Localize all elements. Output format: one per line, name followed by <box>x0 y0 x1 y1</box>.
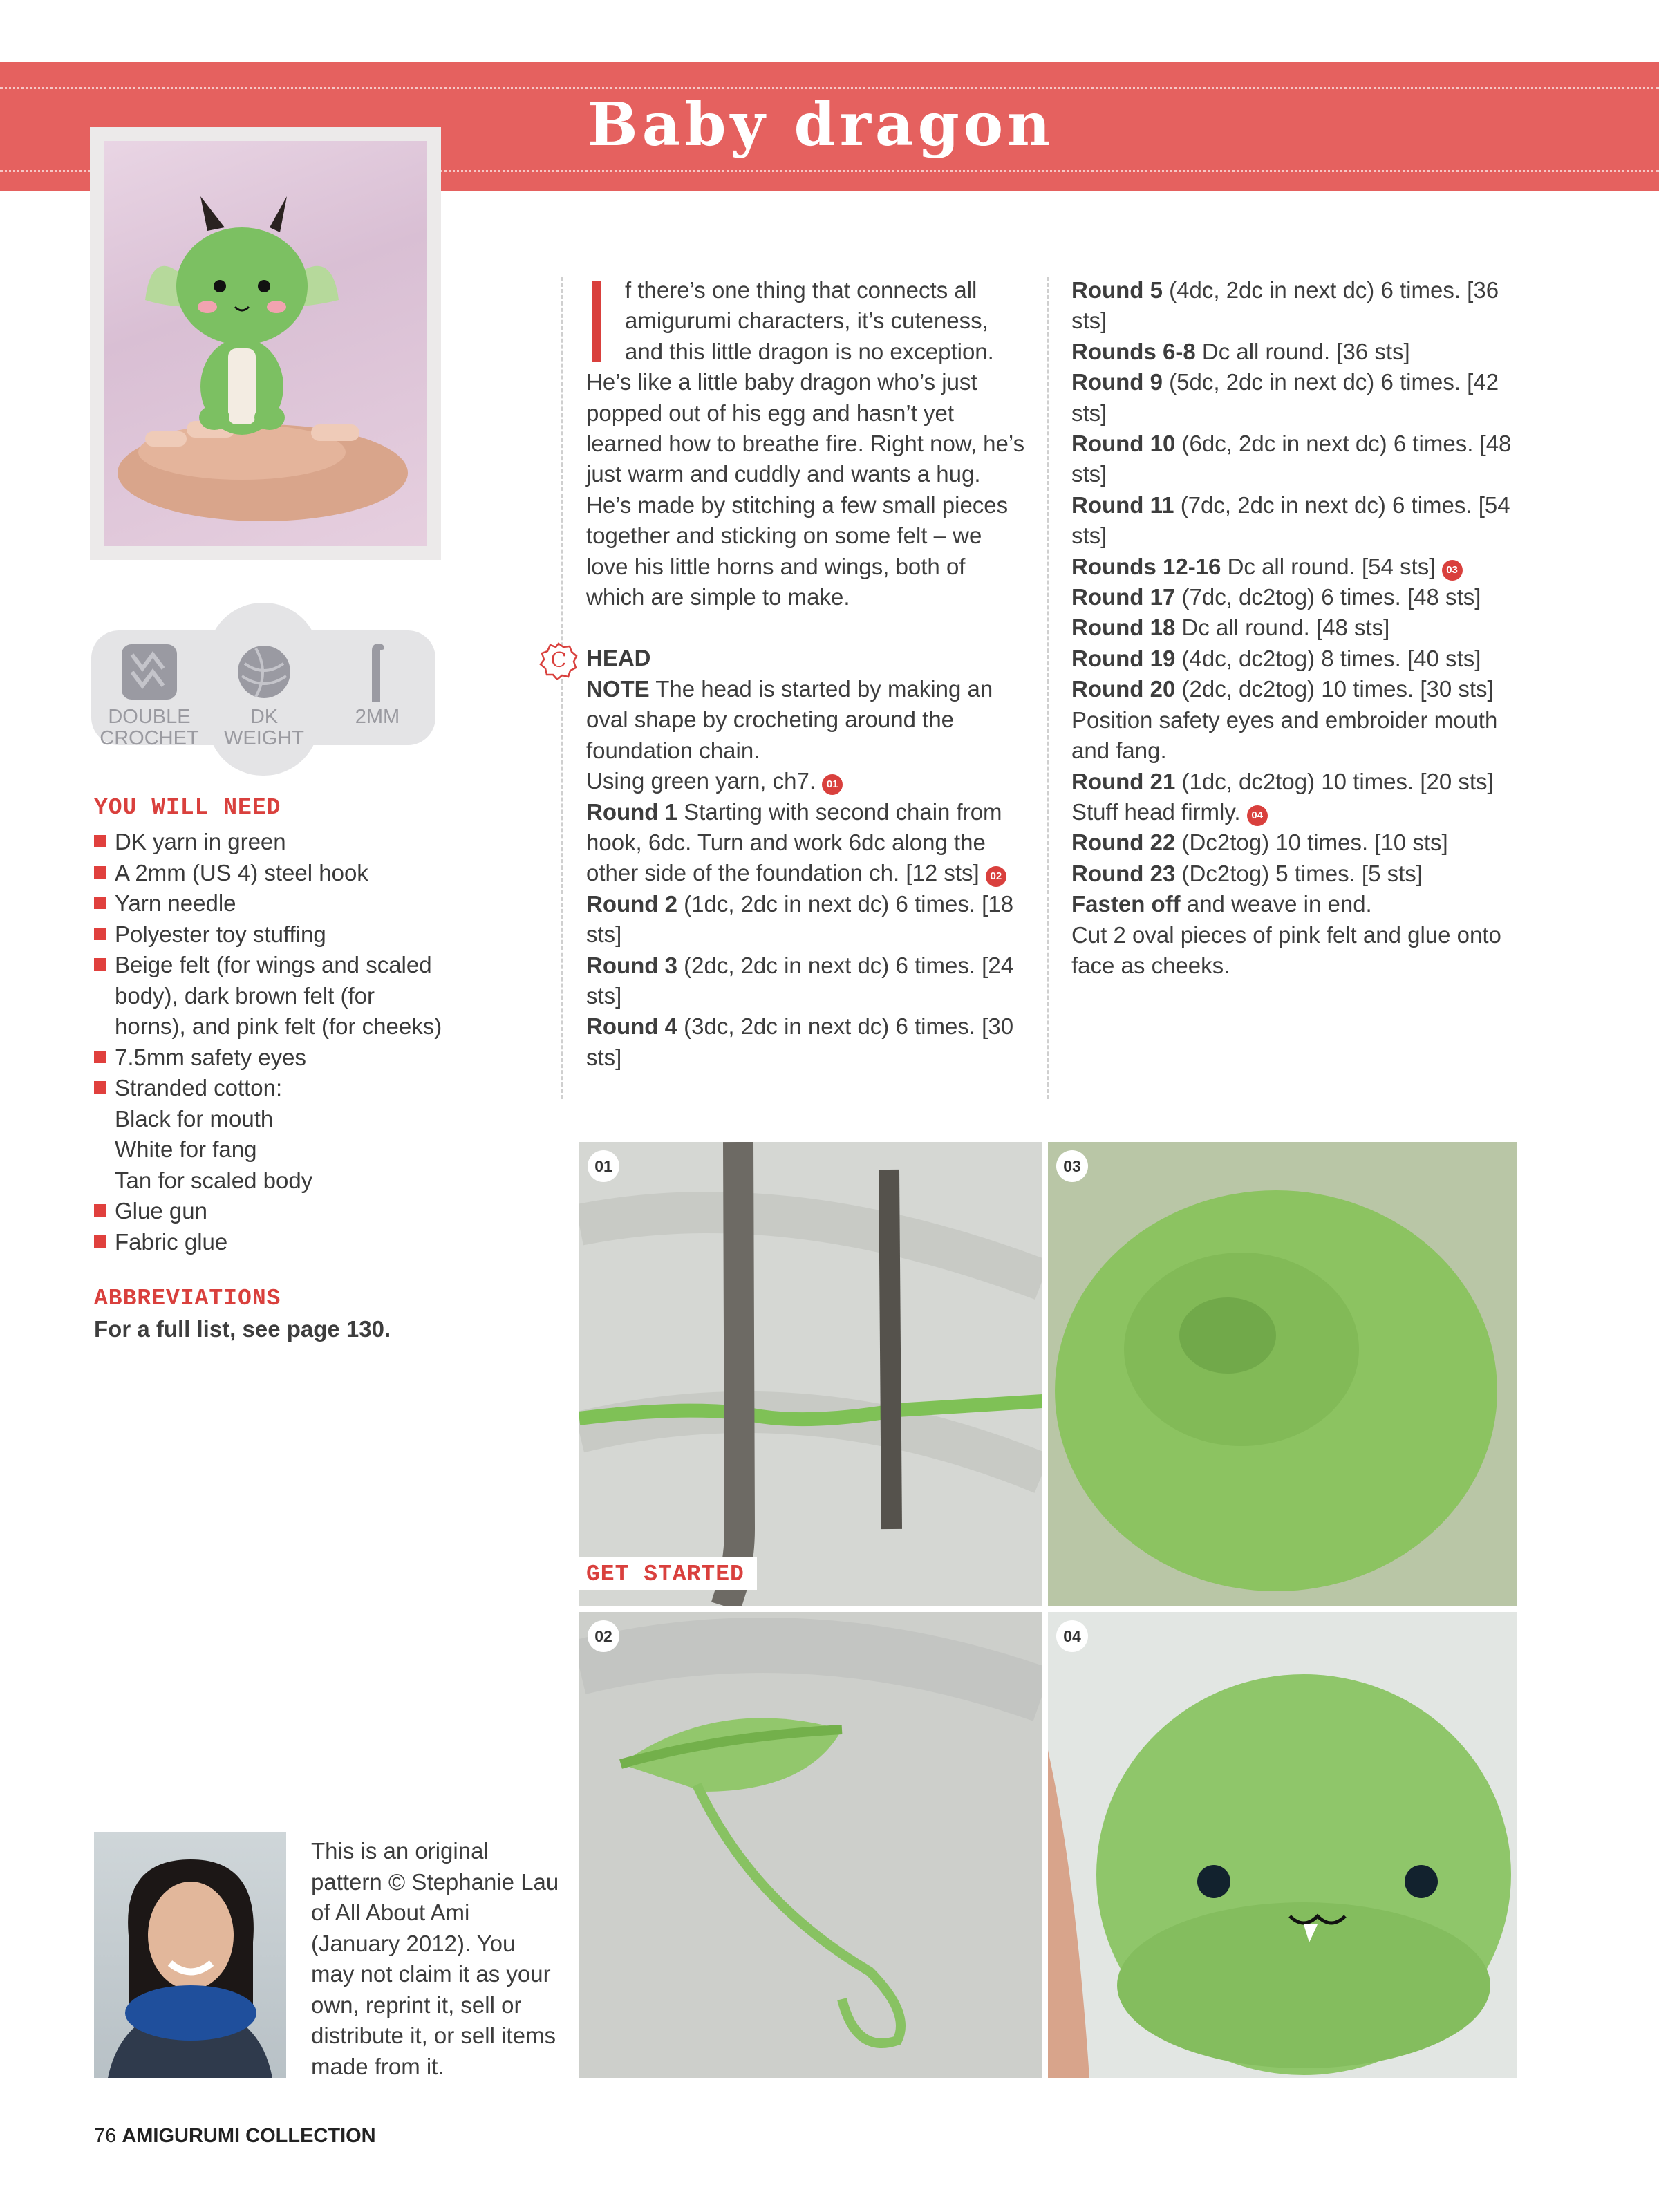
round-18: Round 18 Dc all round. [48 sts] <box>1071 615 1390 641</box>
badge-item-stitch <box>94 637 205 749</box>
double-crochet-icon <box>94 637 205 706</box>
cheeks-step: Cut 2 oval pieces of pink felt and glue onto face as cheeks. <box>1071 921 1501 978</box>
badge-label-stitch-2: CROCHET <box>100 727 199 749</box>
round-11: Round 11 (7dc, 2dc in next dc) 6 times. [54 sts] <box>1071 491 1510 549</box>
page-footer <box>94 2125 376 2148</box>
badge-item-weight <box>209 637 319 749</box>
skill-badge <box>91 603 435 776</box>
step-photo-04 <box>1048 1612 1517 2078</box>
column-divider-right <box>1047 276 1049 1099</box>
list-item: Stranded cotton: <box>94 1073 453 1104</box>
intro-line-1: f there’s one thing that connects all <box>625 277 977 303</box>
round-3: Round 3 (2dc, 2dc in next dc) 6 times. [24 sts] <box>586 952 1014 1009</box>
round-23: Round 23 (Dc2tog) 5 times. [5 sts] <box>1071 860 1423 886</box>
list-item: Polyester toy stuffing <box>94 919 453 950</box>
list-item: DK yarn in green <box>94 827 453 858</box>
rounds-6-8: Rounds 6-8 Dc all round. [36 sts] <box>1071 338 1410 364</box>
list-item: A 2mm (US 4) steel hook <box>94 858 453 889</box>
page-number: 76 <box>94 2125 117 2147</box>
photo-number: 03 <box>1056 1150 1088 1182</box>
abbreviations-heading: ABBREVIATIONS <box>94 1286 281 1311</box>
list-item-continued: horns), and pink felt (for cheeks) <box>115 1013 442 1039</box>
head-note: NOTE The head is started by making an oval shape by crocheting around the foundation chain. <box>586 675 993 763</box>
main-photo-frame <box>90 127 441 560</box>
dragon-photo <box>104 141 427 546</box>
list-item-continued: Tan for scaled body <box>115 1167 313 1193</box>
round-4: Round 4 (3dc, 2dc in next dc) 6 times. [30 sts] <box>586 1013 1014 1070</box>
round-1: Round 1 Starting with second chain from hook, 6dc. Turn and work 6dc along the other side of the foundation ch. [12 sts] 02 <box>586 797 1029 889</box>
author-photo <box>94 1832 286 2078</box>
step-marker: 04 <box>1247 805 1268 826</box>
badge-label-hook: 2MM <box>355 706 400 728</box>
badge-item-hook <box>322 637 433 728</box>
round-19: Round 19 (4dc, dc2tog) 8 times. [40 sts] <box>1071 645 1481 671</box>
banner-dotted-line-top <box>0 87 1659 89</box>
list-item-continued: White for fang <box>115 1136 257 1162</box>
column-divider-left <box>561 276 563 1099</box>
materials-list <box>94 827 453 1257</box>
photo-number: 02 <box>588 1620 619 1652</box>
position-eyes: Position safety eyes and embroider mouth and fang. <box>1071 706 1498 764</box>
get-started-caption: GET STARTED <box>579 1557 757 1590</box>
list-item: Beige felt (for wings and scaled <box>94 950 453 981</box>
yarn-ball-icon <box>209 637 319 706</box>
copyright-note: This is an original pattern © Stephanie Lau of All About Ami (January 2012). You may not claim it as your own, reprint it, sell or distribute it, or sell items made from it. <box>311 1838 559 2079</box>
step-photo-02 <box>579 1612 1042 2078</box>
rounds-12-16: Rounds 12-16 Dc all round. [54 sts] 03 <box>1071 552 1514 582</box>
step-photo-01 <box>579 1142 1042 1606</box>
round-22: Round 22 (Dc2tog) 10 times. [10 sts] <box>1071 830 1448 856</box>
dragon-illustration <box>104 141 427 546</box>
step-marker: 01 <box>822 774 843 795</box>
round-5: Round 5 (4dc, 2dc in next dc) 6 times. [36 sts] <box>1071 277 1499 334</box>
instructions-column-1 <box>586 275 1029 1073</box>
round-9: Round 9 (5dc, 2dc in next dc) 6 times. [42 sts] <box>1071 369 1499 426</box>
intro-rest: He’s like a little baby dragon who’s just popped out of his egg and hasn’t yet learned how to breathe fire. Right now, he’s just warm and cuddly and wants a hug. He’s made by stitching a few small pieces together and sticking on some felt – we love his little horns and wings, both of which are simple to make. <box>586 369 1025 610</box>
round-20: Round 20 (2dc, dc2tog) 10 times. [30 sts] <box>1071 676 1494 702</box>
you-will-need-heading: YOU WILL NEED <box>94 795 281 821</box>
head-heading: HEAD <box>586 645 651 671</box>
crochet-hook-icon <box>322 637 433 706</box>
head-start: Using green yarn, ch7. 01 <box>586 766 1029 796</box>
list-item: Glue gun <box>94 1196 453 1227</box>
page-title: Baby dragon <box>588 90 1055 160</box>
badge-label-stitch-1: DOUBLE <box>108 706 191 728</box>
round-2: Round 2 (1dc, 2dc in next dc) 6 times. [18 sts] <box>586 890 1014 948</box>
list-item: Fabric glue <box>94 1227 453 1258</box>
badge-label-weight-2: WEIGHT <box>224 727 304 749</box>
photo-number: 04 <box>1056 1620 1088 1652</box>
list-item-continued: Black for mouth <box>115 1105 274 1132</box>
intro-line-2: amigurumi characters, it’s cuteness, <box>625 308 988 334</box>
list-item: 7.5mm safety eyes <box>94 1042 453 1074</box>
section-c-letter: C <box>550 648 567 673</box>
step-photo-03 <box>1048 1142 1517 1606</box>
list-item: Yarn needle <box>94 888 453 919</box>
photo-number: 01 <box>588 1150 619 1182</box>
round-17: Round 17 (7dc, dc2tog) 6 times. [48 sts] <box>1071 584 1481 610</box>
intro-line-3: and this little dragon is no exception. <box>625 338 994 364</box>
instructions-column-2 <box>1071 275 1514 981</box>
abbreviations-text: For a full list, see page 130. <box>94 1316 391 1342</box>
round-21: Round 21 (1dc, dc2tog) 10 times. [20 sts] <box>1071 768 1494 794</box>
list-item-continued: body), dark brown felt (for <box>115 982 375 1009</box>
stuff-head: Stuff head firmly. 04 <box>1071 797 1514 827</box>
step-marker: 02 <box>986 866 1006 887</box>
step-marker: 03 <box>1442 560 1463 581</box>
drop-cap <box>592 281 601 362</box>
badge-label-weight-1: DK <box>250 706 279 728</box>
magazine-name: AMIGURUMI COLLECTION <box>122 2125 376 2147</box>
fasten-off: Fasten off and weave in end. <box>1071 891 1372 917</box>
round-10: Round 10 (6dc, 2dc in next dc) 6 times. [48 sts] <box>1071 431 1512 487</box>
section-c-marker <box>539 641 578 680</box>
